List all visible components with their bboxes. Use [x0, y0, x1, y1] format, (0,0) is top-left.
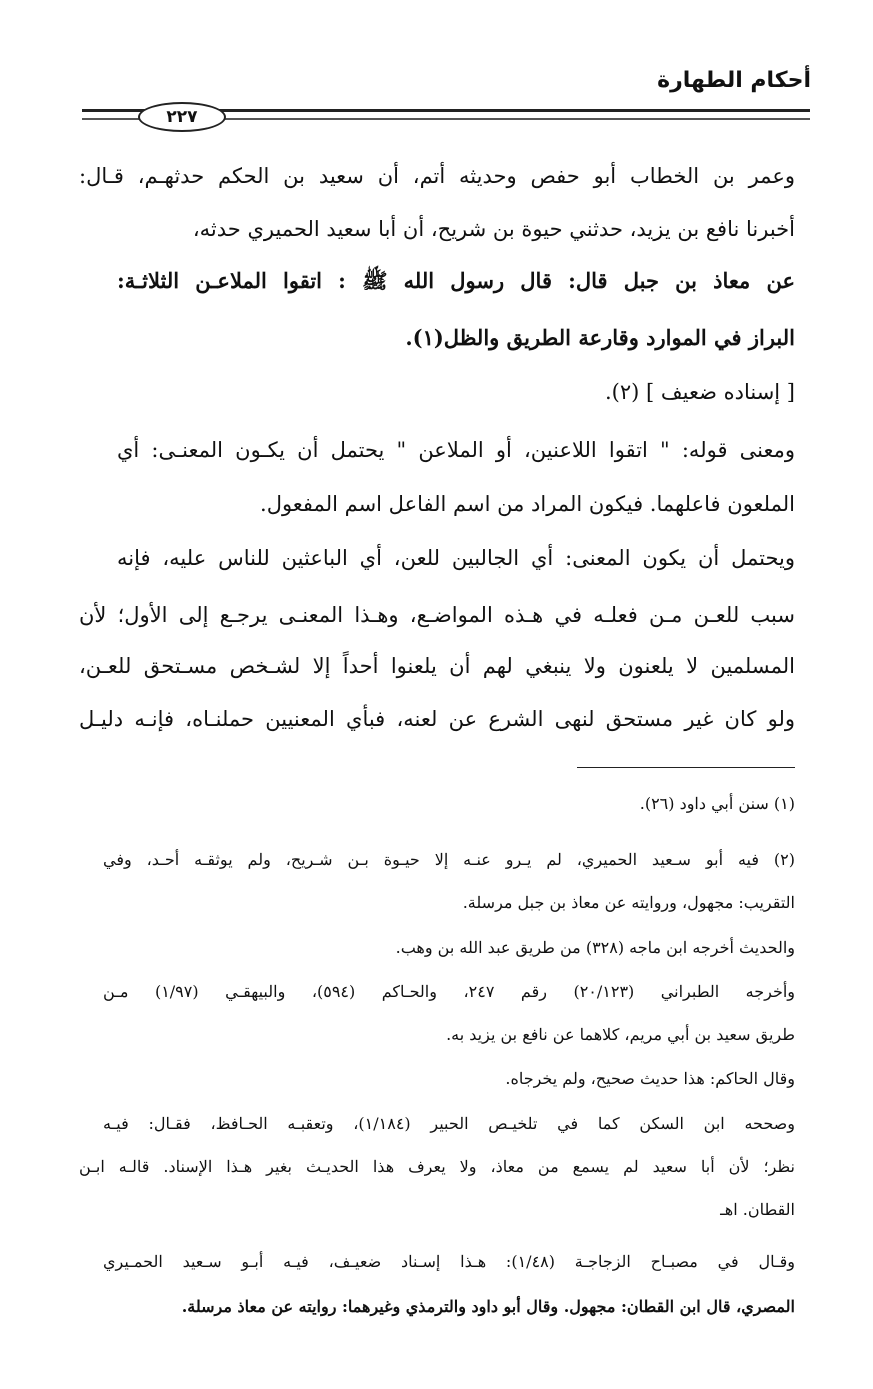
running-header-title: أحكام الطهارة [657, 68, 811, 93]
footnote-line: وقال الحاكم: هذا حديث صحيح، ولم يخرجاه. [505, 1069, 795, 1088]
footnote-line: القطان. اهـ [720, 1200, 795, 1219]
footnote-line: والحديث أخرجه ابن ماجه (٣٢٨) من طريق عبد الله بن وهب. [395, 938, 795, 957]
footnote-separator [577, 767, 795, 768]
hadith-line: عن معاذ بن جبل قال: قال رسول الله ﷺ : اتقوا الملاعـن الثلاثـة: [117, 268, 795, 293]
footnote-line: وقـال في مصبـاح الزجاجـة (١/٤٨): هـذا إسـناد ضعيـف، فيـه أبـو سـعيد الحمـيري [103, 1252, 796, 1271]
body-line: ويحتمل أن يكون المعنى: أي الجالبين للعن، أي الباعثين للناس عليه، فإنه [117, 546, 795, 570]
footnote-line: طريق سعيد بن أبي مريم، كلاهما عن نافع بن يزيد به. [446, 1025, 795, 1044]
footnote-line: (١) سنن أبي داود (٢٦). [639, 794, 795, 813]
footnote-line: وأخرجه الطبراني (٢٠/١٢٣) رقم ٢٤٧، والحـاكم (٥٩٤)، والبيهقـي (١/٩٧) مـن [103, 982, 795, 1001]
body-line: ومعنى قوله: " اتقوا اللاعنين، أو الملاعن " يحتمل أن يكـون المعنـى: أي [117, 438, 795, 462]
footnote-line: نظر؛ لأن أبا سعيد لم يسمع من معاذ، ولا يعرف هذا الحديـث بغير هـذا الإسناد. قالـه ابـن [79, 1157, 795, 1176]
footnote-line: المصري، قال ابن القطان: مجهول. وقال أبو داود والترمذي وغيرهما: روايته عن معاذ مرسلة. [181, 1297, 795, 1316]
footnote-line: وصححه ابن السكن كما في تلخيـص الحبير (١/١٨٤)، وتعقبـه الحـافظ، فقـال: فيـه [103, 1114, 795, 1133]
body-line: ولو كان غير مستحق لنهى الشرع عن لعنه، فبأي المعنيين حملنـاه، فإنـه دليـل [79, 707, 795, 731]
footnote-line: التقريب: مجهول، وروايته عن معاذ بن جبل مرسلة. [462, 893, 795, 912]
body-line: وعمر بن الخطاب أبو حفص وحديثه أتم، أن سعيد بن الحكم حدثهـم، قـال: [79, 164, 795, 188]
body-line: أخبرنا نافع بن يزيد، حدثني حيوة بن شريح، أن أبا سعيد الحميري حدثه، [192, 217, 795, 241]
body-line: سبب للعـن مـن فعلـه في هـذه المواضـع، وهـذا المعنـى يرجـع إلى الأول؛ لأن [79, 603, 795, 627]
body-line: الملعون فاعلهما. فيكون المراد من اسم الفاعل اسم المفعول. [260, 492, 795, 516]
page-number: ٢٢٧ [138, 102, 226, 132]
footnote-line: (٢) فيه أبو سـعيد الحميري، لم يـرو عنـه إلا حيـوة بـن شـريح، ولم يوثقـه أحـد، وفي [103, 850, 796, 869]
body-line: المسلمين لا يلعنون ولا ينبغي لهم أن يلعنوا أحداً إلا لشـخص مسـتحق للعـن، [79, 654, 795, 678]
hadith-line: البراز في الموارد وقارعة الطريق والظل(١). [405, 325, 795, 350]
grading-line: [ إسناده ضعيف ] (٢). [605, 380, 795, 404]
